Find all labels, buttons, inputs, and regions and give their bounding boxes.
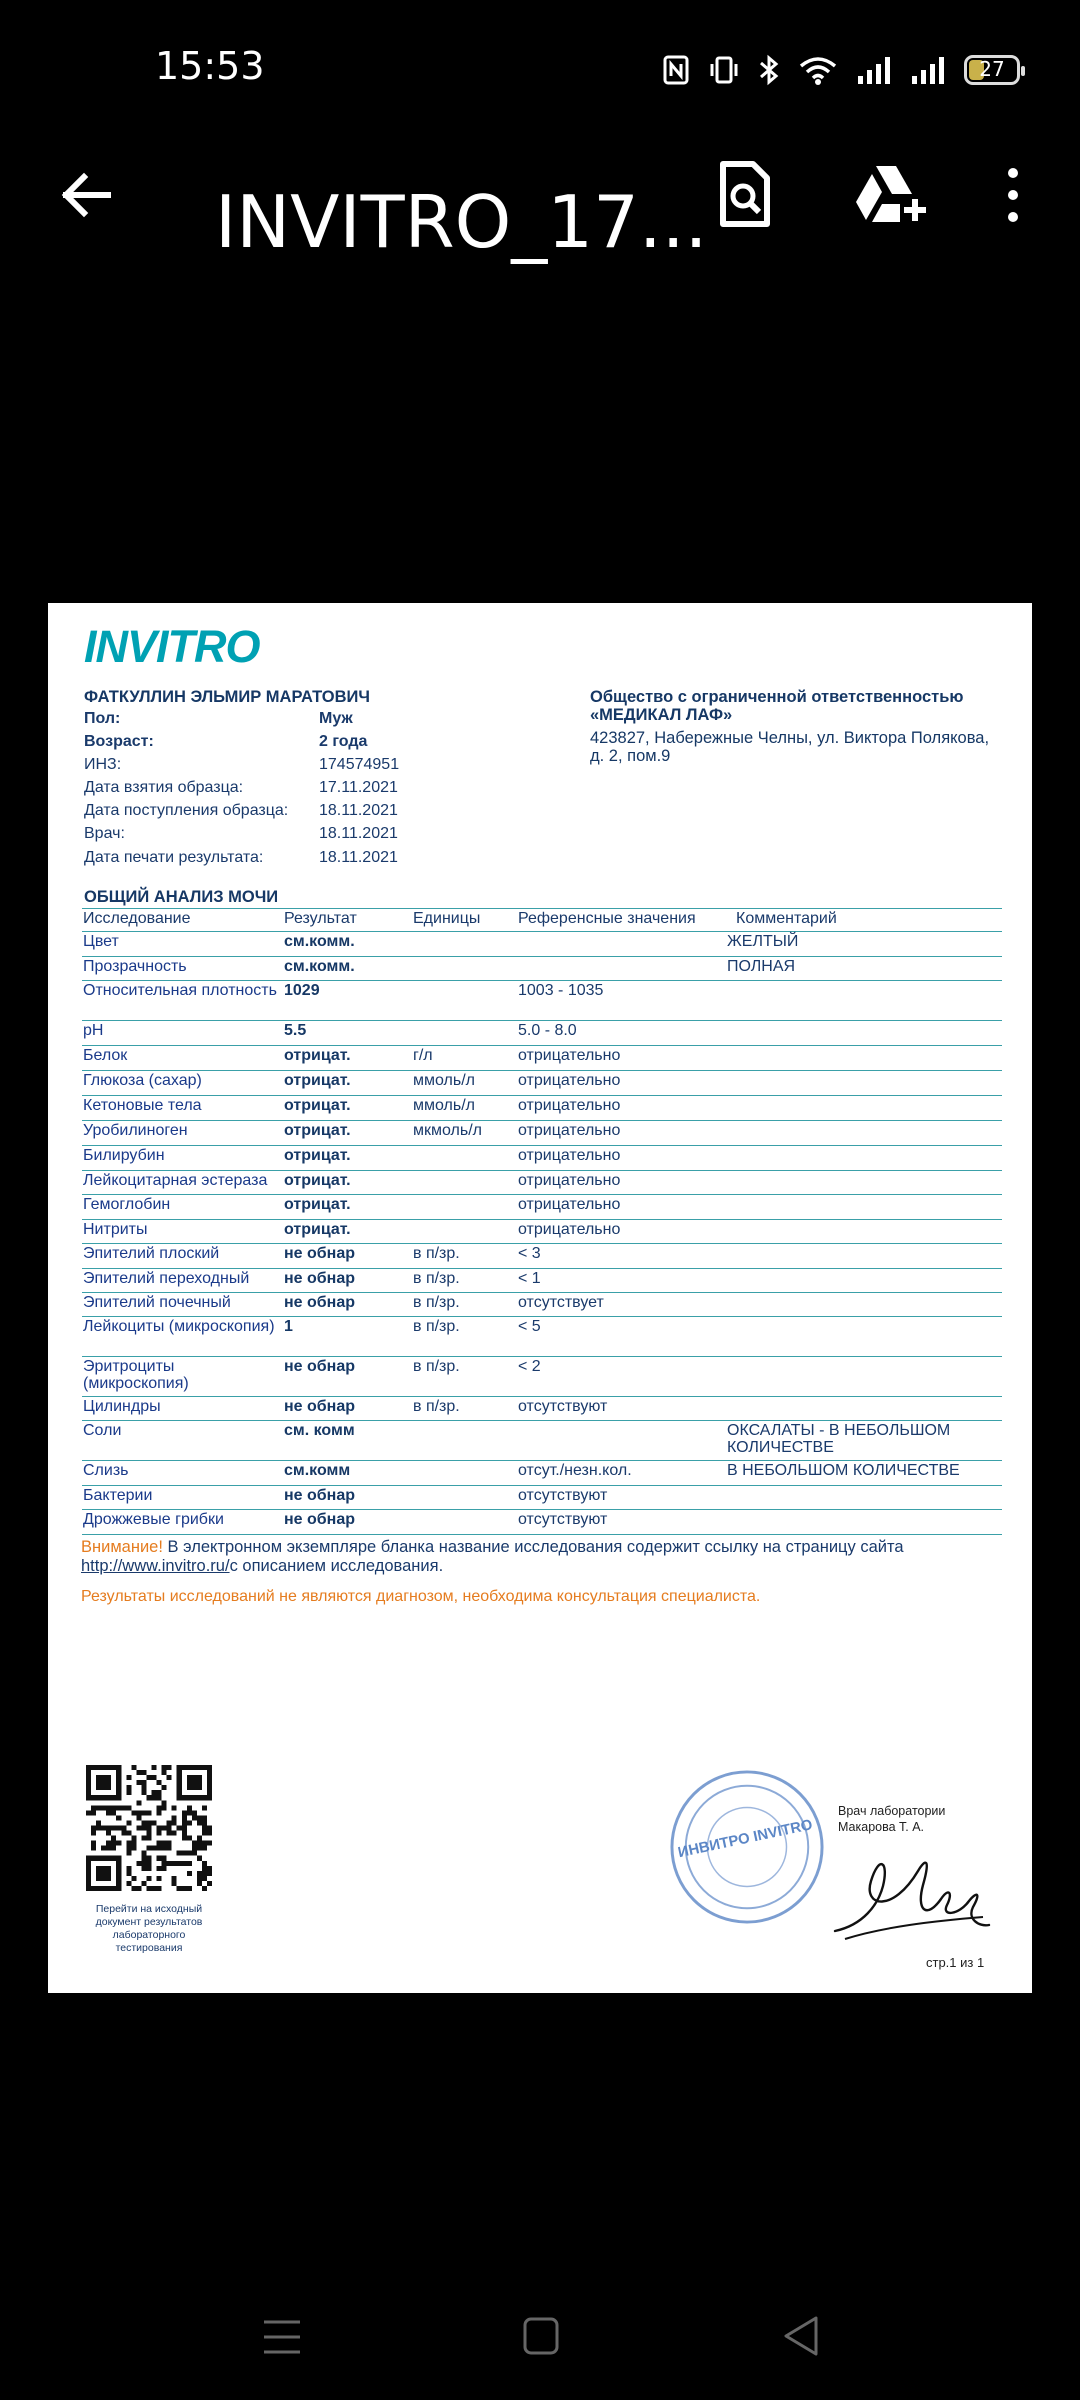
test-result: 1029 <box>284 982 320 999</box>
test-result: не обнар <box>284 1487 355 1504</box>
test-name[interactable]: Эпителий почечный <box>83 1294 231 1311</box>
test-unit: в п/зр. <box>413 1358 460 1375</box>
patient-name: ФАТКУЛЛИН ЭЛЬМИР МАРАТОВИЧ <box>84 688 370 706</box>
battery-icon <box>964 55 1020 85</box>
patient-field-value: 18.11.2021 <box>319 825 398 842</box>
test-reference: отрицательно <box>518 1097 621 1114</box>
note-warning: Внимание! <box>81 1538 163 1556</box>
section-title: ОБЩИЙ АНАЛИЗ МОЧИ <box>84 888 279 906</box>
test-result: отрицат. <box>284 1097 351 1114</box>
patient-field-label: Дата взятия образца: <box>84 779 244 796</box>
table-row <box>82 1071 1002 1096</box>
test-reference: отрицательно <box>518 1172 621 1189</box>
wifi-icon <box>798 54 838 86</box>
test-reference: < 2 <box>518 1358 541 1375</box>
test-reference: 1003 - 1035 <box>518 982 604 999</box>
test-result: не обнар <box>284 1511 355 1528</box>
table-row <box>82 1510 1002 1535</box>
doctor-signature <box>823 1841 993 1951</box>
lab-stamp <box>668 1768 826 1926</box>
table-body <box>82 932 1002 1535</box>
patient-field-value: 18.11.2021 <box>319 849 398 866</box>
header-unit: Единицы <box>413 910 481 927</box>
more-vert-icon[interactable] <box>998 165 1028 225</box>
test-result: не обнар <box>284 1245 355 1262</box>
test-name[interactable]: Прозрачность <box>83 958 187 975</box>
patient-field-value: 174574951 <box>319 756 400 773</box>
add-to-drive-icon[interactable] <box>850 160 930 230</box>
org-name-line1: Общество с ограниченной ответственностью <box>590 688 964 706</box>
test-name[interactable]: Соли <box>83 1422 122 1439</box>
vibrate-icon <box>708 54 740 86</box>
patient-field-label: Пол: <box>84 710 121 727</box>
qr-code[interactable] <box>86 1765 212 1891</box>
table-row <box>82 1046 1002 1071</box>
doctor-title: Врач лаборатории <box>838 1804 946 1818</box>
status-time: 15:53 <box>155 44 265 88</box>
test-name[interactable]: Уробилиноген <box>83 1122 188 1139</box>
test-reference: отрицательно <box>518 1047 621 1064</box>
search-document-icon[interactable] <box>715 160 775 230</box>
test-name[interactable]: Цвет <box>83 933 119 950</box>
test-unit: в п/зр. <box>413 1294 460 1311</box>
test-name[interactable]: Эритроциты (микроскопия) <box>83 1358 189 1392</box>
table-row <box>82 1269 1002 1293</box>
test-name[interactable]: Лейкоцитарная эстераза <box>83 1172 268 1189</box>
nfc-icon <box>662 54 690 86</box>
test-unit: г/л <box>413 1047 433 1064</box>
status-icons <box>662 50 1020 90</box>
test-reference: < 1 <box>518 1270 541 1287</box>
patient-field-label: Дата поступления образца: <box>84 802 289 819</box>
test-unit: в п/зр. <box>413 1245 460 1262</box>
note-tail: с описанием исследования. <box>229 1557 444 1575</box>
test-result: отрицат. <box>284 1072 351 1089</box>
qr-caption: Перейти на исходный документ результатов лабораторного тестирования <box>95 1903 203 1954</box>
test-reference: отрицательно <box>518 1196 621 1213</box>
patient-field-label: Врач: <box>84 825 125 842</box>
test-name[interactable]: Нитриты <box>83 1221 148 1238</box>
table-row <box>82 1293 1002 1317</box>
back-triangle-icon[interactable] <box>780 2314 820 2358</box>
test-result: отрицат. <box>284 1047 351 1064</box>
test-comment: ПОЛНАЯ <box>727 958 796 975</box>
patient-field-label: ИНЗ: <box>84 756 122 773</box>
table-row <box>82 957 1002 981</box>
test-result: см.комм. <box>284 933 355 950</box>
header-result: Результат <box>284 910 357 927</box>
test-reference: отрицательно <box>518 1147 621 1164</box>
test-result: см.комм. <box>284 958 355 975</box>
document-page[interactable] <box>48 603 1032 1993</box>
results-table <box>82 908 1002 1535</box>
test-result: отрицат. <box>284 1122 351 1139</box>
org-address-line1: 423827, Набережные Челны, ул. Виктора Полякова, <box>590 729 990 747</box>
invitro-logo: INVITRO <box>84 621 260 672</box>
test-result: отрицат. <box>284 1172 351 1189</box>
table-row <box>82 932 1002 957</box>
test-reference: < 3 <box>518 1245 541 1262</box>
test-name[interactable]: Эпителий плоский <box>83 1245 220 1262</box>
bluetooth-icon <box>758 54 780 86</box>
table-row <box>82 1357 1002 1397</box>
battery-level: 27 <box>979 57 1005 81</box>
patient-field-value: Муж <box>319 710 353 727</box>
header-comment: Комментарий <box>736 910 837 927</box>
test-name[interactable]: Слизь <box>83 1462 129 1479</box>
note-text: В электронном экземпляре бланка название исследования содержит ссылку на страницу сайта <box>167 1538 904 1556</box>
test-reference: отсутствуют <box>518 1511 608 1528</box>
test-name[interactable]: Лейкоциты (микроскопия) <box>83 1318 275 1335</box>
test-reference: отсутствуют <box>518 1398 608 1415</box>
test-result: отрицат. <box>284 1196 351 1213</box>
back-arrow-icon[interactable] <box>56 165 116 225</box>
test-name[interactable]: pH <box>83 1022 104 1039</box>
doctor-block <box>838 1803 945 1835</box>
table-row <box>82 1220 1002 1244</box>
table-row <box>82 1121 1002 1146</box>
test-name[interactable]: Цилиндры <box>83 1398 161 1415</box>
header-reference: Референсные значения <box>518 910 696 927</box>
signal-icon <box>910 54 946 86</box>
test-result: не обнар <box>284 1358 355 1375</box>
test-name[interactable]: Билирубин <box>83 1147 165 1164</box>
patient-field-value: 17.11.2021 <box>319 779 398 796</box>
test-reference: отрицательно <box>518 1221 621 1238</box>
test-name[interactable]: Гемоглобин <box>83 1196 171 1213</box>
table-row <box>82 1317 1002 1357</box>
header-test: Исследование <box>83 910 191 927</box>
recents-menu-icon[interactable] <box>262 2318 302 2356</box>
invitro-link[interactable]: http://www.invitro.ru/ <box>81 1557 230 1575</box>
test-result: отрицат. <box>284 1221 351 1238</box>
table-header <box>82 908 1002 932</box>
patient-field-value: 2 года <box>319 733 368 750</box>
test-name[interactable]: Эпителий переходный <box>83 1270 250 1287</box>
test-result: 1 <box>284 1318 293 1335</box>
disclaimer: Результаты исследований не являются диагнозом, необходима консультация специалиста. <box>81 1588 761 1605</box>
test-result: отрицат. <box>284 1147 351 1164</box>
test-unit: в п/зр. <box>413 1398 460 1415</box>
test-comment: В НЕБОЛЬШОМ КОЛИЧЕСТВЕ <box>727 1462 960 1479</box>
table-row <box>82 1171 1002 1195</box>
test-reference: 5.0 - 8.0 <box>518 1022 577 1039</box>
test-unit: в п/зр. <box>413 1270 460 1287</box>
test-name[interactable]: Кетоновые тела <box>83 1097 202 1114</box>
test-result: не обнар <box>284 1270 355 1287</box>
table-row <box>82 1461 1002 1486</box>
test-name[interactable]: Белок <box>83 1047 128 1064</box>
test-name[interactable]: Глюкоза (сахар) <box>83 1072 202 1089</box>
org-name-line2: «МЕДИКАЛ ЛАФ» <box>590 706 733 724</box>
signal-icon <box>856 54 892 86</box>
test-result: см.комм <box>284 1462 351 1479</box>
test-reference: отсут./незн.кол. <box>518 1462 632 1479</box>
patient-field-label: Дата печати результата: <box>84 849 264 866</box>
table-row <box>82 1146 1002 1171</box>
table-row <box>82 1096 1002 1121</box>
home-square-icon[interactable] <box>522 2316 560 2356</box>
test-result: не обнар <box>284 1398 355 1415</box>
test-comment: ОКСАЛАТЫ - В НЕБОЛЬШОМ КОЛИЧЕСТВЕ <box>727 1422 951 1456</box>
electronic-note <box>81 1538 981 1576</box>
test-result: см. комм <box>284 1422 355 1439</box>
test-result: 5.5 <box>284 1022 307 1039</box>
test-comment: ЖЕЛТЫЙ <box>727 933 799 950</box>
doctor-name: Макарова Т. А. <box>838 1820 925 1834</box>
test-name[interactable]: Относительная плотность <box>83 982 277 999</box>
test-reference: < 5 <box>518 1318 541 1335</box>
test-name[interactable]: Дрожжевые грибки <box>83 1511 224 1528</box>
test-reference: отсутствуют <box>518 1487 608 1504</box>
test-result: не обнар <box>284 1294 355 1311</box>
test-unit: ммоль/л <box>413 1097 475 1114</box>
table-row <box>82 1195 1002 1220</box>
org-address-line2: д. 2, пом.9 <box>590 747 671 765</box>
table-row <box>82 1021 1002 1046</box>
table-row <box>82 1486 1002 1510</box>
table-row <box>82 981 1002 1021</box>
test-reference: отрицательно <box>518 1072 621 1089</box>
test-reference: отсутствует <box>518 1294 604 1311</box>
patient-field-value: 18.11.2021 <box>319 802 398 819</box>
table-row <box>82 1397 1002 1421</box>
test-unit: в п/зр. <box>413 1318 460 1335</box>
test-unit: мкмоль/л <box>413 1122 482 1139</box>
table-row <box>82 1244 1002 1269</box>
patient-field-label: Возраст: <box>84 733 154 750</box>
page-number: стр.1 из 1 <box>926 1955 985 1970</box>
document-title: INVITRO_17... <box>215 180 708 264</box>
stamp-text: ИНВИТРО INVITRO <box>676 1817 815 1862</box>
table-row <box>82 1421 1002 1461</box>
test-name[interactable]: Бактерии <box>83 1487 153 1504</box>
test-unit: ммоль/л <box>413 1072 475 1089</box>
test-reference: отрицательно <box>518 1122 621 1139</box>
